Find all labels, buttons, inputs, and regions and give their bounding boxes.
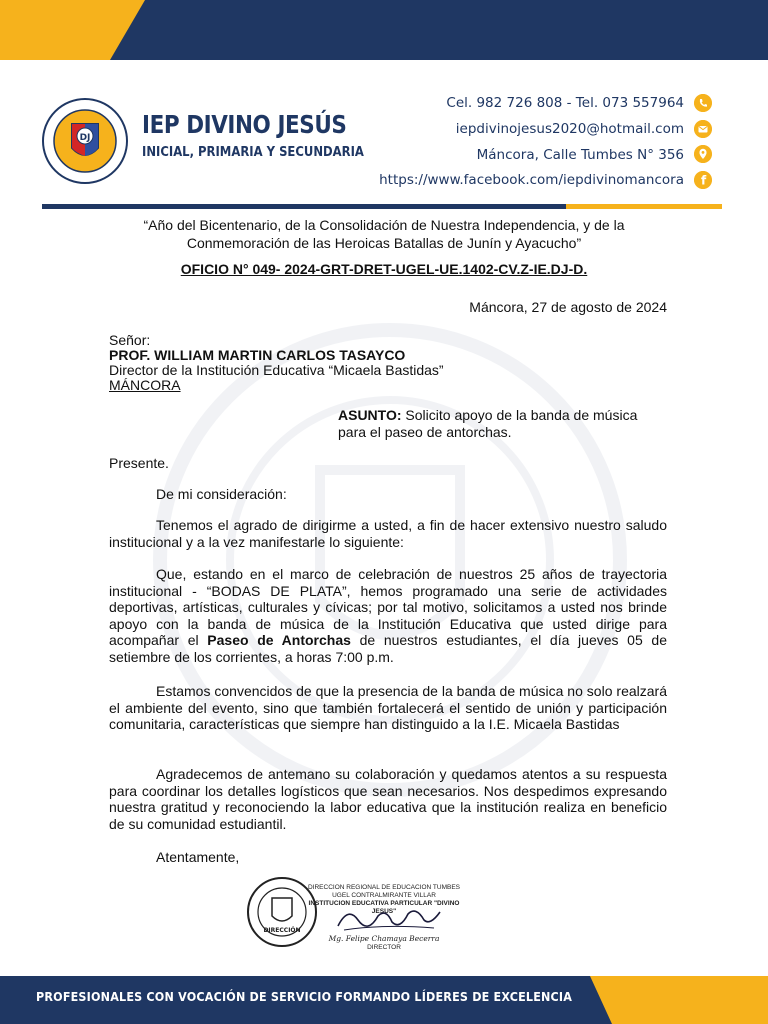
contact-address: Máncora, Calle Tumbes N° 356 [476, 147, 684, 163]
brand-title: IEP DIVINO JESÚS [142, 110, 347, 139]
stamp-text: DIRECCION REGIONAL DE EDUCACION TUMBES UGEL CONTRALMIRANTE VILLAR INSTITUCION EDUCATIVA PARTICULAR "DIVINO JESUS" [307, 884, 461, 915]
signer-role: DIRECTOR [367, 944, 401, 951]
svg-text:DIRECCIÓN: DIRECCIÓN [263, 927, 301, 934]
header-divider-gold [566, 204, 722, 209]
contact-facebook[interactable]: https://www.facebook.com/iepdivinomancora [379, 172, 684, 188]
recipient-name: PROF. WILLIAM MARTIN CARLOS TASAYCO [109, 347, 406, 363]
location-icon [694, 145, 712, 163]
oficio-number: OFICIO N° 049- 2024-GRT-DRET-UGEL-UE.1402-CV.Z-IE.DJ-D. [180, 261, 588, 277]
salutation: Señor: [109, 332, 151, 348]
subject-line-2: para el paseo de antorchas. [338, 423, 512, 440]
paragraph-2: Que, estando en el marco de celebración de nuestros 25 años de trayectoria institucional - “BODAS DE PLATA”, hemos programado una serie de actividades deportivas, artísticas, culturales y cívicas; por tal motivo, solicitamos a usted nos brinde apoyo con la banda de música de la Institución Educativa que usted dirige para acompañar el Paseo de Antorchas de nuestros estudiantes, el día jueves 05 de setiembre de los corrientes, a horas 7:00 p.m. [109, 566, 667, 665]
paragraph-3: Estamos convencidos de que la presencia de la banda de música no solo realzará el ambiente del evento, sino que también fortalecerá el sentido de unión y participación comunitaria, características que siempre han distinguido a la I.E. Micaela Bastidas [109, 683, 667, 732]
facebook-icon [694, 171, 712, 189]
closing: Atentamente, [156, 849, 240, 865]
place-date: Máncora, 27 de agosto de 2024 [469, 299, 667, 315]
presente: Presente. [109, 455, 169, 471]
subject-line-1: Solicito apoyo de la banda de música [401, 407, 638, 423]
paragraph-4: Agradecemos de antemano su colaboración y quedamos atentos a su respuesta para coordinar los detalles logísticos que sean necesarios. Nos despedimos expresando nuestra gratitud y reconociendo la labor educativa que la institución realiza en beneficio de su comunidad estudiantil. [109, 766, 667, 832]
year-motto-line-1: “Año del Bicentenario, de la Consolidación de Nuestra Independencia, y de la [143, 217, 625, 233]
paragraph-1: Tenemos el agrado de dirigirme a usted, a fin de hacer extensivo nuestro saludo institucional y a la vez manifestarle lo siguiente: [109, 517, 667, 550]
header-divider-navy [42, 204, 566, 209]
subject-label: ASUNTO: [338, 407, 402, 423]
svg-text:f: f [700, 173, 707, 188]
phone-icon [694, 94, 712, 112]
email-icon [694, 120, 712, 138]
recipient-role: Director de la Institución Educativa “Micaela Bastidas” [109, 362, 444, 378]
svg-text:DJ: DJ [79, 133, 91, 143]
contact-email: iepdivinojesus2020@hotmail.com [455, 121, 684, 137]
subject-block [338, 407, 668, 440]
footer-motto: PROFESIONALES CON VOCACIÓN DE SERVICIO FORMANDO LÍDERES DE EXCELENCIA [36, 990, 573, 1004]
school-logo [42, 98, 128, 184]
signature-stamp [238, 866, 466, 958]
signer-name: Mg. Felipe Chamaya Becerra [328, 934, 440, 943]
brand-subtitle: INICIAL, PRIMARIA Y SECUNDARIA [142, 144, 364, 160]
contact-phone: Cel. 982 726 808 - Tel. 073 557964 [446, 95, 684, 111]
recipient-city: MÁNCORA [109, 377, 181, 393]
greeting: De mi consideración: [156, 486, 287, 502]
event-name: Paseo de Antorchas [207, 632, 351, 648]
handwritten-signature [334, 902, 444, 934]
year-motto-line-2: Conmemoración de las Heroicas Batallas de Junín y Ayacucho” [186, 235, 582, 251]
